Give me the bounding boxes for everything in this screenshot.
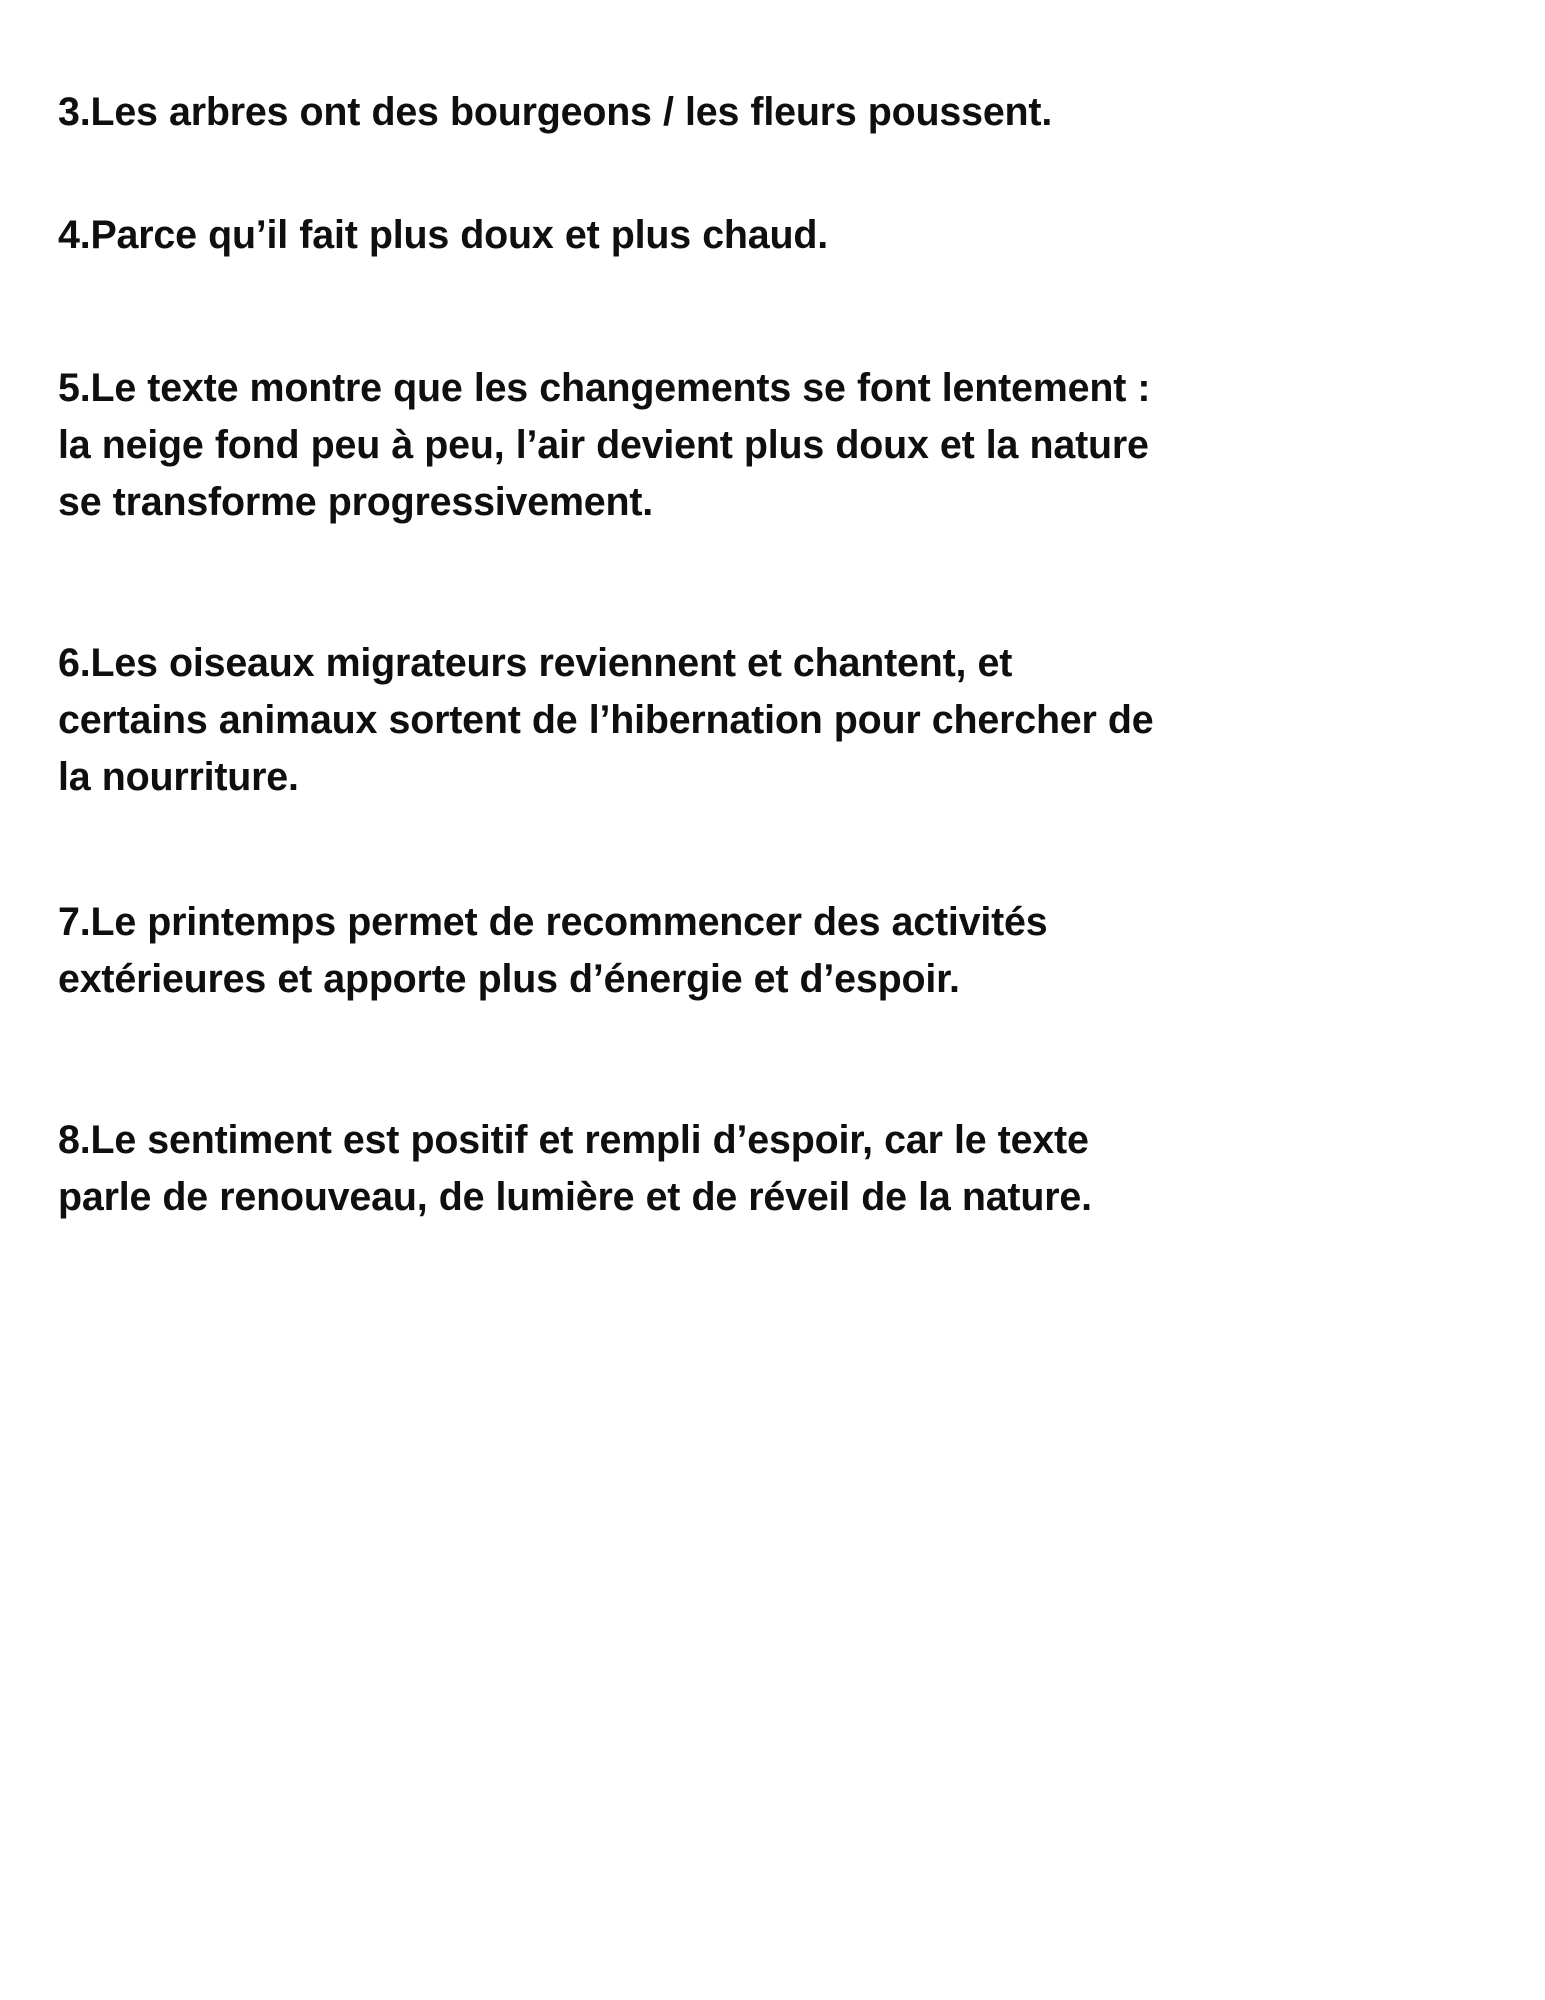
answer-item-5: 5.Le texte montre que les changements se font lentement : la neige fond peu à peu, l’air devient plus doux et la nature se transforme progressivement. — [58, 366, 1162, 524]
answers-list — [58, 84, 1188, 1266]
answer-item-6: 6.Les oiseaux migrateurs reviennent et chantent, et certains animaux sortent de l’hibernation pour chercher de la nourriture. — [58, 641, 1165, 799]
answer-item-8: 8.Le sentiment est positif et rempli d’espoir, car le texte parle de renouveau, de lumière et de réveil de la nature. — [58, 1118, 1100, 1219]
answer-item-7: 7.Le printemps permet de recommencer des activités extérieures et apporte plus d’énergie et d’espoir. — [58, 900, 1059, 1001]
answer-item-4: 4.Parce qu’il fait plus doux et plus chaud. — [58, 213, 828, 257]
answer-item-3: 3.Les arbres ont des bourgeons / les fleurs poussent. — [58, 90, 1053, 134]
